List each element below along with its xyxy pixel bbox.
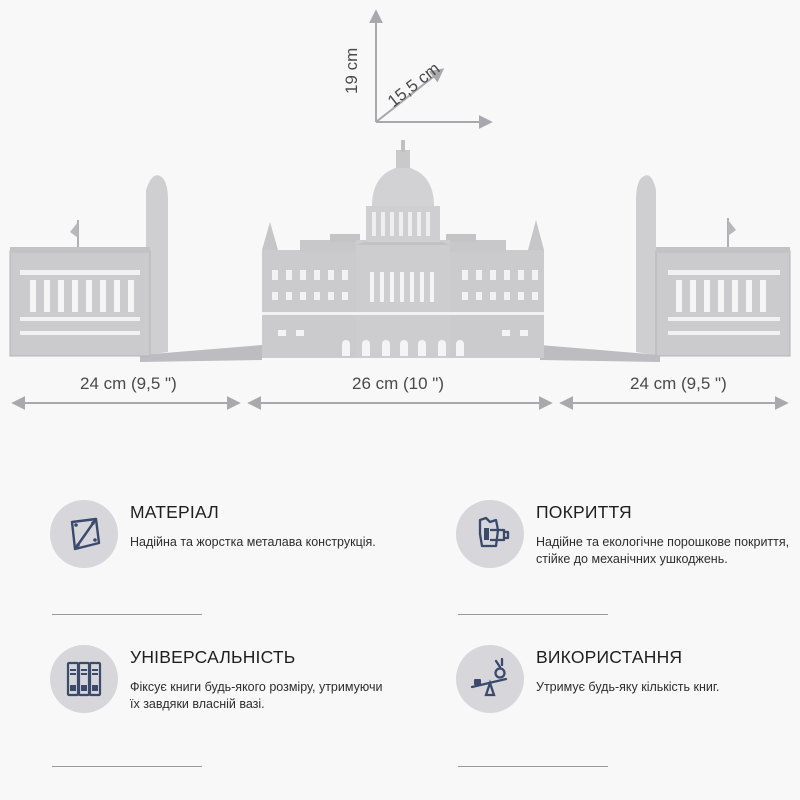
divider	[52, 766, 202, 767]
feature-description: Фіксує книги будь-якого розміру, утримуючи їх завдяки власній вазі.	[130, 680, 383, 711]
feature-title: МАТЕРІАЛ	[130, 502, 219, 522]
right-width-label: 24 cm (9,5 ")	[630, 374, 727, 393]
divider	[52, 614, 202, 615]
coating-shield-icon	[456, 500, 524, 568]
capitol-centerpiece	[262, 140, 544, 358]
feature-description: Надійна та жорстка металава конструкція.	[130, 535, 376, 549]
divider	[458, 766, 608, 767]
feature-description: Надійне та екологічне порошкове покриття, стійке до механічних ушкоджень.	[536, 535, 790, 566]
feature-title: УНІВЕРСАЛЬНІСТЬ	[130, 647, 296, 667]
metal-plate-icon	[50, 500, 118, 568]
center-width-label: 26 cm (10 ")	[352, 374, 445, 393]
left-width-label: 24 cm (9,5 ")	[80, 374, 177, 393]
feature-title: ВИКОРИСТАННЯ	[536, 647, 683, 667]
balance-icon	[456, 645, 524, 713]
depth-label: 15,5 cm	[384, 58, 444, 111]
feature-title: ПОКРИТТЯ	[536, 502, 632, 522]
feature-description: Утримує будь-яку кількість книг.	[536, 680, 720, 694]
books-icon	[50, 645, 118, 713]
right-bookend	[540, 175, 790, 362]
divider	[458, 614, 608, 615]
left-bookend	[10, 175, 262, 362]
height-label: 19 cm	[342, 47, 361, 94]
